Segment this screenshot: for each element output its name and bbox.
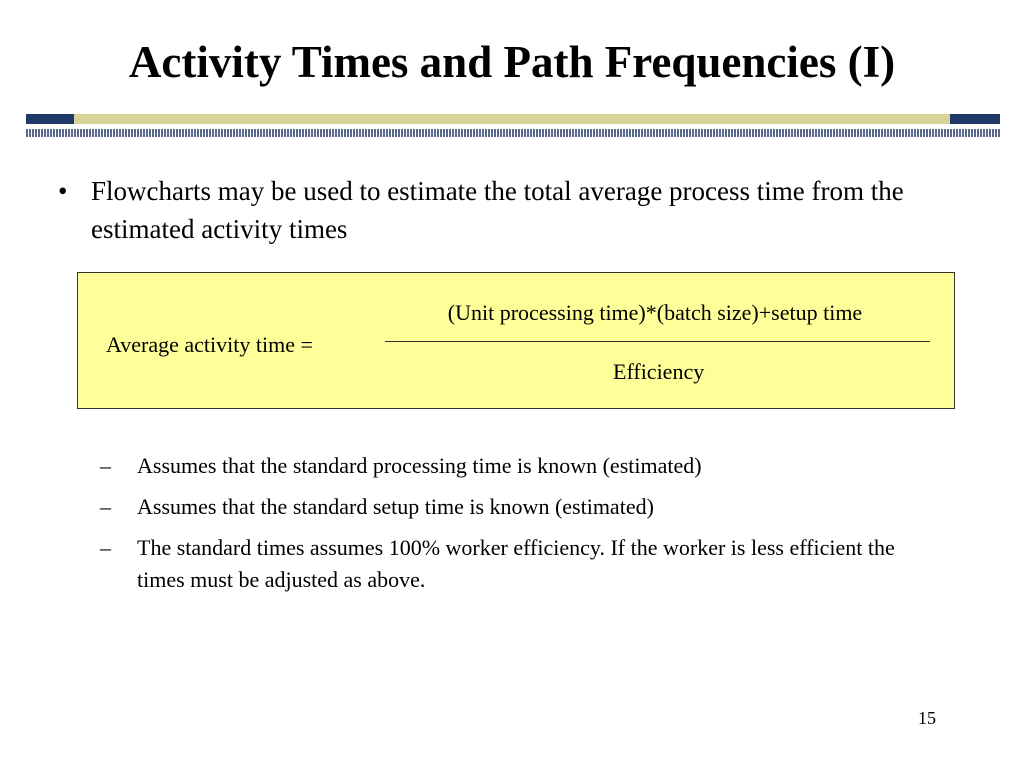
sub-bullet-text: The standard times assumes 100% worker efficiency. If the worker is less efficient the times must be adjusted as above. (137, 535, 895, 592)
dash-marker: – (100, 494, 111, 519)
title-rule-left-cap (26, 114, 74, 124)
page-number: 15 (918, 708, 936, 728)
sub-bullet-item (100, 532, 940, 596)
formula-numerator: (Unit processing time)*(batch size)+setup time (447, 300, 863, 325)
sub-bullet-list (100, 450, 940, 605)
sub-bullet-text: Assumes that the standard setup time is known (estimated) (137, 494, 654, 519)
slide-title: Activity Times and Path Frequencies (I) (128, 37, 896, 87)
formula-box (77, 272, 955, 409)
title-rule-hatched (26, 129, 1000, 137)
bullet-text: Flowcharts may be used to estimate the total average process time from the estimated activity times (91, 176, 904, 244)
fraction-bar (385, 341, 930, 342)
sub-bullet-item (100, 450, 940, 482)
title-rule-right-cap (950, 114, 1000, 124)
dash-marker: – (100, 453, 111, 478)
formula-denominator: Efficiency (613, 359, 705, 384)
formula-lhs: Average activity time = (106, 332, 313, 357)
sub-bullet-item (100, 491, 940, 523)
sub-bullet-text: Assumes that the standard processing time is known (estimated) (137, 453, 702, 478)
dash-marker: – (100, 535, 111, 560)
bullet-marker: • (58, 176, 68, 206)
title-rule (26, 114, 1000, 124)
